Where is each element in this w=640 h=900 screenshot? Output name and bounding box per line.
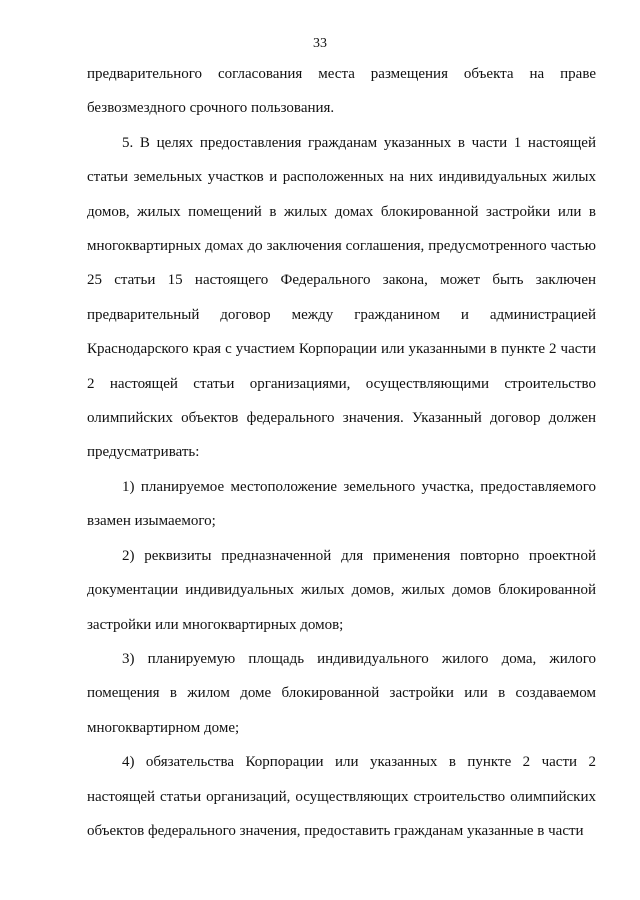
paragraph-subitem-2: 2) реквизиты предназначенной для применения повторно проектной документации индивидуальных жилых домов, жилых домов блокированной застройки или многоквартирных домов;: [87, 547, 596, 633]
paragraph-subitem-3: 3) планируемую площадь индивидуального жилого дома, жилого помещения в жилом доме блокированной застройки или в создаваемом многоквартирном доме;: [87, 650, 596, 736]
document-body: [87, 57, 596, 848]
paragraph-continuation: предварительного согласования места размещения объекта на праве безвозмездного срочного пользования.: [87, 66, 596, 117]
paragraph-item-5: 5. В целях предоставления гражданам указанных в части 1 настоящей статьи земельных участков и расположенных на них индивидуальных жилых домов, жилых помещений в жилых домах блокированной застройки или в многоквартирных домах до заключения соглашения, предусмотренного частью 25 статьи 15 настоящего Федерального закона, может быть заключен предварительный договор между гражданином и администрацией Краснодарского края с участием Корпорации или указанными в пункте 2 части 2 настоящей статьи организациями, осуществляющими строительство олимпийских объектов федерального значения. Указанный договор должен предусматривать:: [87, 134, 596, 461]
page-number: 33: [313, 36, 327, 51]
paragraph-subitem-4: 4) обязательства Корпорации или указанных в пункте 2 части 2 настоящей статьи организаций, осуществляющих строительство олимпийских объектов федерального значения, предоставить гражданам указанные в части: [87, 754, 596, 839]
paragraph-subitem-1: 1) планируемое местоположение земельного участка, предоставляемого взамен изымаемого;: [87, 478, 596, 530]
